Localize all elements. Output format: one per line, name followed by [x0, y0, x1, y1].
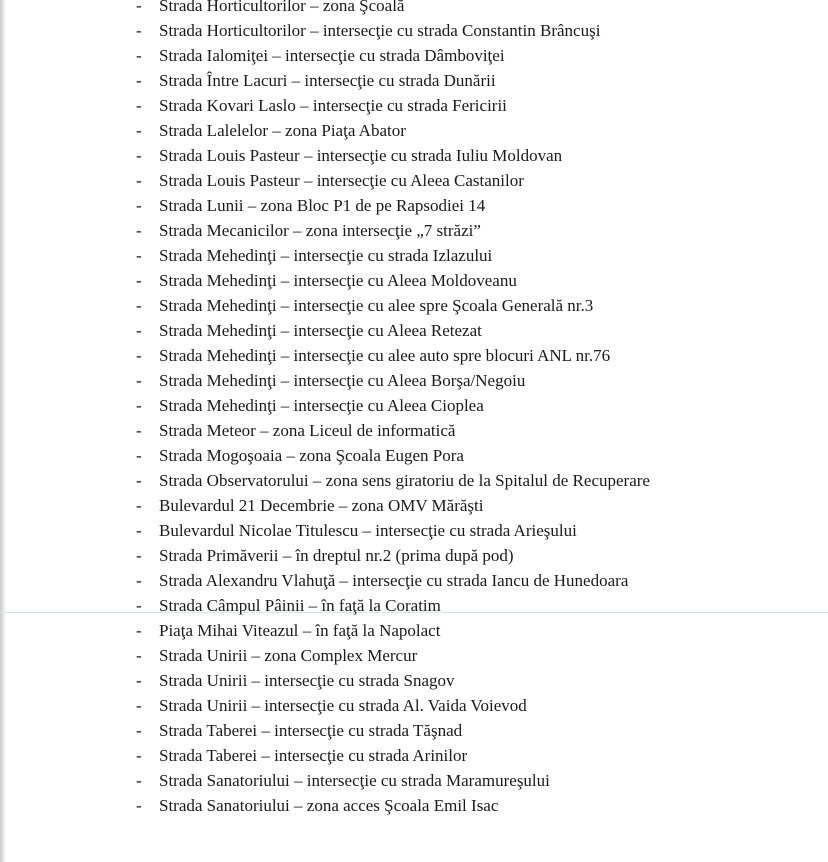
list-bullet-dash: - [136, 646, 142, 665]
list-bullet-dash: - [136, 596, 142, 615]
list-item-text: Strada Ialomiţei – intersecţie cu strada Dâmboviţei [159, 46, 505, 65]
list-bullet-dash: - [136, 0, 142, 15]
list-item-text: Strada Mehedinţi – intersecţie cu alee spre Şcoala Generală nr.3 [159, 296, 594, 315]
list-item-text: Piaţa Mihai Viteazul – în faţă la Napolact [159, 621, 441, 640]
list-bullet-dash: - [136, 721, 142, 740]
list-item-text: Strada Observatorului – zona sens giratoriu de la Spitalul de Recuperare [159, 471, 650, 490]
list-item-text: Strada Louis Pasteur – intersecţie cu Aleea Castanilor [159, 171, 524, 190]
list-bullet-dash: - [136, 296, 142, 315]
list-bullet-dash: - [136, 196, 142, 215]
list-item-text: Strada Taberei – intersecţie cu strada Tăşnad [159, 721, 463, 740]
list-item-text: Bulevardul Nicolae Titulescu – intersecţie cu strada Arieşului [159, 521, 577, 540]
list-bullet-dash: - [136, 271, 142, 290]
list-bullet-dash: - [136, 421, 142, 440]
list-item-text: Strada Mehedinţi – intersecţie cu Aleea Moldoveanu [159, 271, 517, 290]
list-bullet-dash: - [136, 546, 142, 565]
list-item-text: Strada Primăverii – în dreptul nr.2 (prima după pod) [159, 546, 514, 565]
list-bullet-dash: - [136, 471, 142, 490]
list-bullet-dash: - [136, 346, 142, 365]
list-bullet-dash: - [136, 446, 142, 465]
list-bullet-dash: - [136, 21, 142, 40]
list-bullet-dash: - [136, 71, 142, 90]
scan-edge-shadow [0, 0, 6, 862]
list-bullet-dash: - [136, 746, 142, 765]
list-item-text: Strada Unirii – intersecţie cu strada Al. Vaida Voievod [159, 696, 527, 715]
list-item-text: Bulevardul 21 Decembrie – zona OMV Mărăşti [159, 496, 484, 515]
list-item-text: Strada Unirii – intersecţie cu strada Snagov [159, 671, 455, 690]
list-bullet-dash: - [136, 771, 142, 790]
list-item-text: Strada Meteor – zona Liceul de informatică [159, 421, 456, 440]
list-bullet-dash: - [136, 496, 142, 515]
list-item-text: Strada Sanatoriului – zona acces Şcoala Emil Isac [159, 796, 499, 815]
list-item-text: Strada Taberei – intersecţie cu strada Arinilor [159, 746, 468, 765]
list-bullet-dash: - [136, 571, 142, 590]
list-bullet-dash: - [136, 321, 142, 340]
list-item-text: Strada Kovari Laslo – intersecţie cu strada Fericirii [159, 96, 507, 115]
list-item-text: Strada Mehedinţi – intersecţie cu Aleea Retezat [159, 321, 482, 340]
list-item-text: Strada Între Lacuri – intersecţie cu strada Dunării [159, 71, 496, 90]
list-item-text: Strada Horticultorilor – intersecţie cu strada Constantin Brâncuşi [159, 21, 601, 40]
list-bullet-dash: - [136, 396, 142, 415]
list-bullet-dash: - [136, 46, 142, 65]
list-bullet-dash: - [136, 371, 142, 390]
list-item-text: Strada Mecanicilor – zona intersecţie „7 străzi” [159, 221, 481, 240]
list-bullet-dash: - [136, 621, 142, 640]
list-bullet-dash: - [136, 246, 142, 265]
list-bullet-dash: - [136, 671, 142, 690]
list-item-text: Strada Mehedinţi – intersecţie cu alee auto spre blocuri ANL nr.76 [159, 346, 611, 365]
list-bullet-dash: - [136, 796, 142, 815]
list-item-text: Strada Unirii – zona Complex Mercur [159, 646, 418, 665]
list-item-text: Strada Horticultorilor – zona Şcoală [159, 0, 405, 15]
list-bullet-dash: - [136, 96, 142, 115]
list-item-text: Strada Lalelelor – zona Piaţa Abator [159, 121, 406, 140]
list-item-text: Strada Alexandru Vlahuţă – intersecţie cu strada Iancu de Hunedoara [159, 571, 629, 590]
list-bullet-dash: - [136, 171, 142, 190]
list-item-text: Strada Câmpul Pâinii – în faţă la Coratim [159, 596, 441, 615]
list-bullet-dash: - [136, 696, 142, 715]
list-item-text: Strada Sanatoriului – intersecţie cu strada Maramureşului [159, 771, 550, 790]
list-item-text: Strada Mehedinţi – intersecţie cu Aleea Cioplea [159, 396, 484, 415]
list-item-text: Strada Louis Pasteur – intersecţie cu strada Iuliu Moldovan [159, 146, 563, 165]
list-item-text: Strada Mehedinţi – intersecţie cu strada Izlazului [159, 246, 493, 265]
list-item-text: Strada Mehedinţi – intersecţie cu Aleea Borşa/Negoiu [159, 371, 526, 390]
list-bullet-dash: - [136, 521, 142, 540]
list-item-text: Strada Lunii – zona Bloc P1 de pe Rapsodiei 14 [159, 196, 486, 215]
list-bullet-dash: - [136, 121, 142, 140]
list-item-text: Strada Mogoşoaia – zona Şcoala Eugen Pora [159, 446, 464, 465]
list-bullet-dash: - [136, 146, 142, 165]
list-bullet-dash: - [136, 221, 142, 240]
